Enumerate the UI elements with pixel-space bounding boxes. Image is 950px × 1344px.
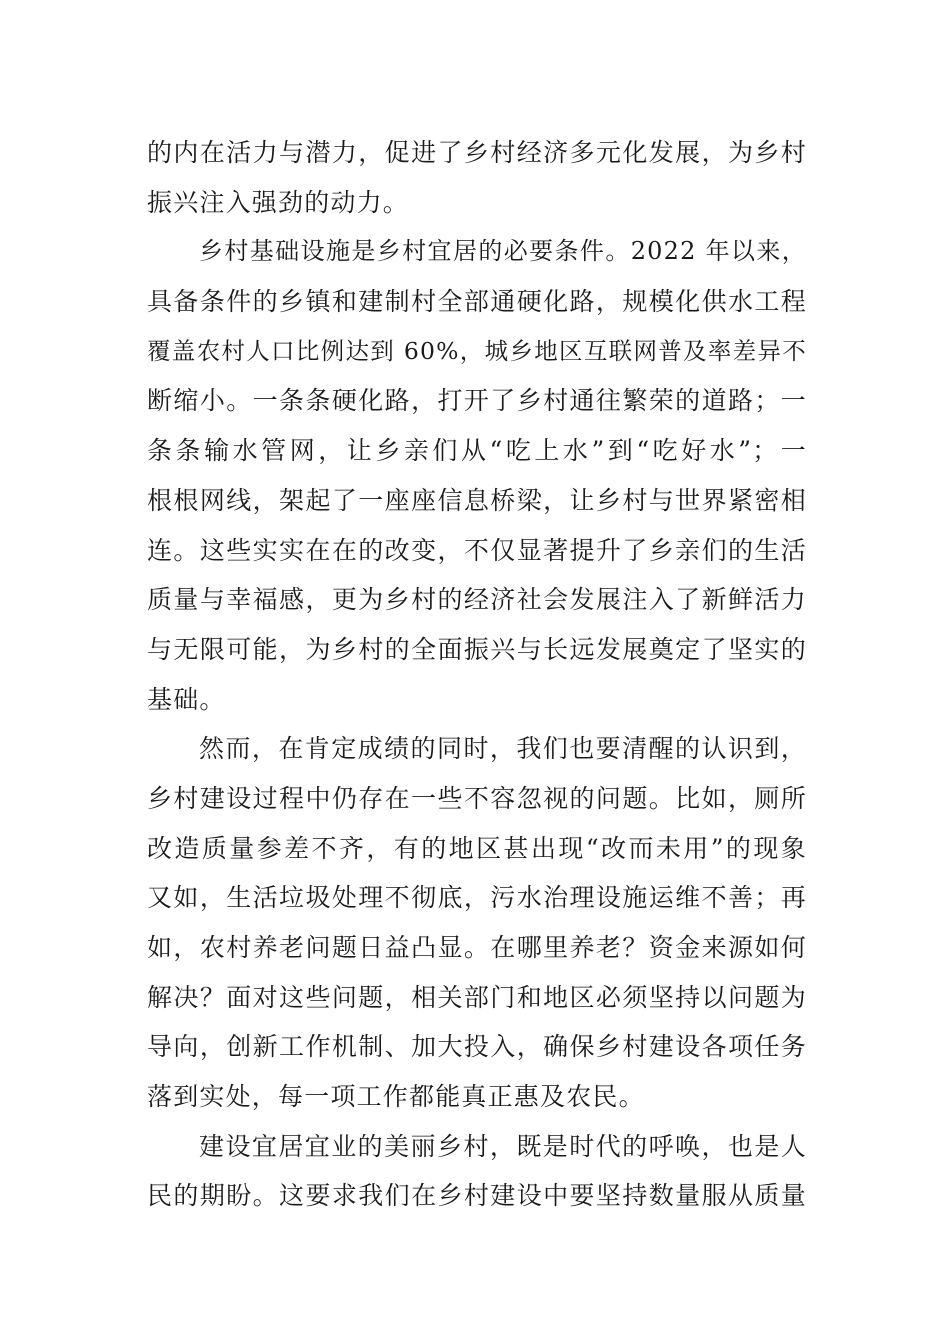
text-line: 根根网线，架起了一座座信息桥梁，让乡村与世界紧密相 xyxy=(147,485,807,515)
text-line: 基础。 xyxy=(147,684,226,714)
text-line: 质量与幸福感，更为乡村的经济社会发展注入了新鲜活力 xyxy=(147,585,807,615)
text-line: 民的期盼。这要求我们在乡村建设中要坚持数量服从质量 xyxy=(147,1181,807,1211)
text-line: 然而，在肯定成绩的同时，我们也要清醒的认识到， xyxy=(199,734,807,764)
text-line: 乡村建设过程中仍存在一些不容忽视的问题。比如，厕所 xyxy=(147,783,807,813)
text-line: 导向，创新工作机制、加大投入，确保乡村建设各项任务 xyxy=(147,1032,807,1062)
text-line: 又如，生活垃圾处理不彻底，污水治理设施运维不善；再 xyxy=(147,883,807,913)
text-line: 连。这些实实在在的改变，不仅显著提升了乡亲们的生活 xyxy=(147,535,807,565)
text-line: 解决？面对这些问题，相关部门和地区必须坚持以问题为 xyxy=(147,982,807,1012)
text-line: 具备条件的乡镇和建制村全部通硬化路，规模化供水工程 xyxy=(147,287,807,317)
text-line: 落到实处，每一项工作都能真正惠及农民。 xyxy=(147,1082,645,1112)
text-line: 乡村基础设施是乡村宜居的必要条件。2022 年以来， xyxy=(199,237,807,266)
text-line: 改造质量参差不齐，有的地区甚出现“改而未用”的现象 xyxy=(147,833,807,863)
text-line: 条条输水管网，让乡亲们从“吃上水”到“吃好水”；一 xyxy=(147,436,807,466)
text-line: 如，农村养老问题日益凸显。在哪里养老？资金来源如何 xyxy=(147,933,807,962)
text-line: 振兴注入强劲的动力。 xyxy=(147,187,410,217)
body-text xyxy=(147,128,807,1221)
text-line: 的内在活力与潜力，促进了乡村经济多元化发展，为乡村 xyxy=(147,138,807,167)
text-line: 与无限可能，为乡村的全面振兴与长远发展奠定了坚实的 xyxy=(147,634,807,664)
text-line: 覆盖农村人口比例达到 60%，城乡地区互联网普及率差异不 xyxy=(147,336,807,365)
text-line: 建设宜居宜业的美丽乡村，既是时代的呼唤，也是人 xyxy=(199,1131,807,1161)
text-line: 断缩小。一条条硬化路，打开了乡村通往繁荣的道路；一 xyxy=(147,386,807,416)
